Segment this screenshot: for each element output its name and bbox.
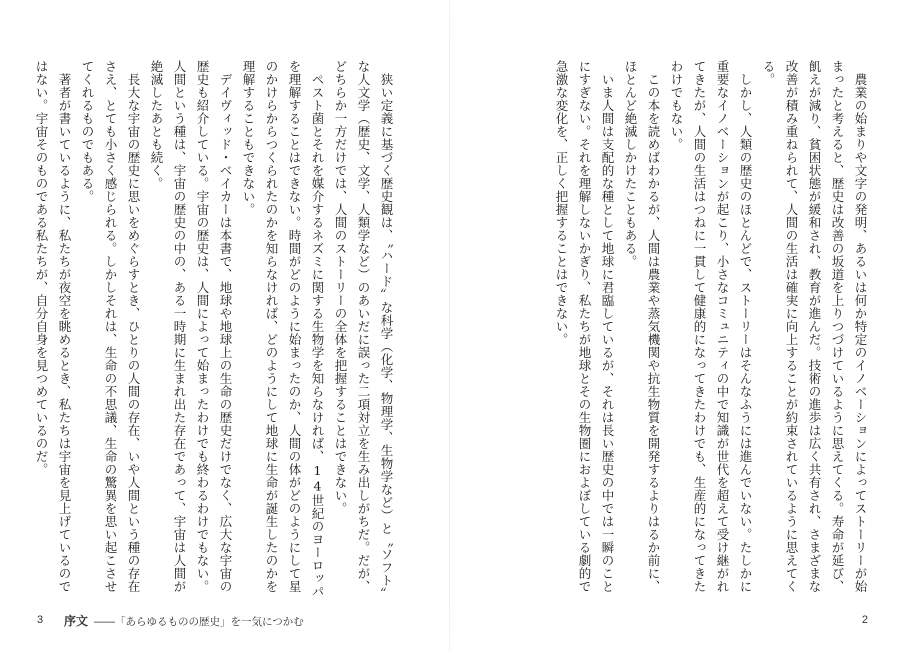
paragraph: 農業の始まりや文字の発明、あるいは何か特定のイノベーションによってストーリーが始まったと考えると、歴史は改善の坂道を上りつづけているように思えてくる。寿命が延び、飢えが減り、貧困状態が緩和され、教育が進んだ。技術の進歩は広く共有され、さまざまな改善が積み重ねられて、人間の生活は確実に向上することが約束されているように思えてくる。 <box>761 60 868 593</box>
running-head-chapter: 序文 <box>64 614 89 628</box>
paragraph: デイヴィッド・ベイカーは本書で、地球や地球上の生命の歴史だけでなく、広大な宇宙の歴史も紹介している。宇宙の歴史は、人間によって始まったわけでも終わるわけでもない。人間という種は、宇宙の歴史の中の、ある一時期に生まれ出た存在であって、宇宙は人間が絶滅したあとも続く。 <box>149 60 233 593</box>
paragraph: この本を読めばわかるが、人間は農業や蒸気機関や抗生物質を開発するよりはるか前に、ほとんど絶滅しかけたこともある。 <box>623 60 661 593</box>
paragraph: いま人間は支配的な種として地球に君臨しているが、それは長い歴史の中では一瞬のことにすぎない。それを理解しないかぎり、私たちが地球とその生物圏におよぼしている劇的で急激な変化を、正しく把握することはできない。 <box>554 60 615 593</box>
page-number-right: 2 <box>861 614 868 626</box>
running-head-title: ――「あらゆるものの歴史」を一気につかむ <box>94 616 304 628</box>
paragraph: 長大な宇宙の歴史に思いをめぐらすとき、ひとりの人間の存在、いや人間という種の存在さえ、とても小さく感じられる。しかしそれは、生命の不思議、生命の驚異を思い起こさせてくれるものでもある。 <box>80 60 141 593</box>
right-page-body <box>550 60 872 600</box>
running-head <box>64 612 304 629</box>
paragraph: ペスト菌とそれを媒介するネズミに関する生物学を知らなければ、14世紀のヨーロッパを理解することはできない。時間がどのように始まったのか、人間の体がどのようにして星のかけらからつくられたのかを知らなければ、どのようにして地球に生命が誕生したのかを理解することもできない。 <box>241 60 325 598</box>
paragraph: 狭い定義に基づく歴史観は、〝ハード〟な科学（化学、物理学、生物学など）と〝ソフト〟な人文学（歴史、文学、人類学など）のあいだに誤った二項対立を生み出しがちだ。だが、どちらか一方だけでは、人間のストーリーの全体を把握することはできない。 <box>333 60 394 600</box>
page-number-left: 3 <box>37 614 44 626</box>
paragraph: 著者が書いているように、私たちが夜空を眺めるとき、私たちは宇宙を見上げているのではない。宇宙そのものである私たちが、自分自身を見つめているのだ。 <box>34 60 72 593</box>
left-page-body <box>30 60 398 600</box>
right-page <box>450 0 900 651</box>
paragraph: しかし、人類の歴史のほとんどで、ストーリーはそんなふうには進んでいない。たしかに重要なイノベーションが起こり、小さなコミュニティの中で知識が世代を超えて受け継がれてきたが、人間の生活はつねに一貫して健康的になってきたわけでも、生産的になってきたわけでもない。 <box>669 60 753 593</box>
